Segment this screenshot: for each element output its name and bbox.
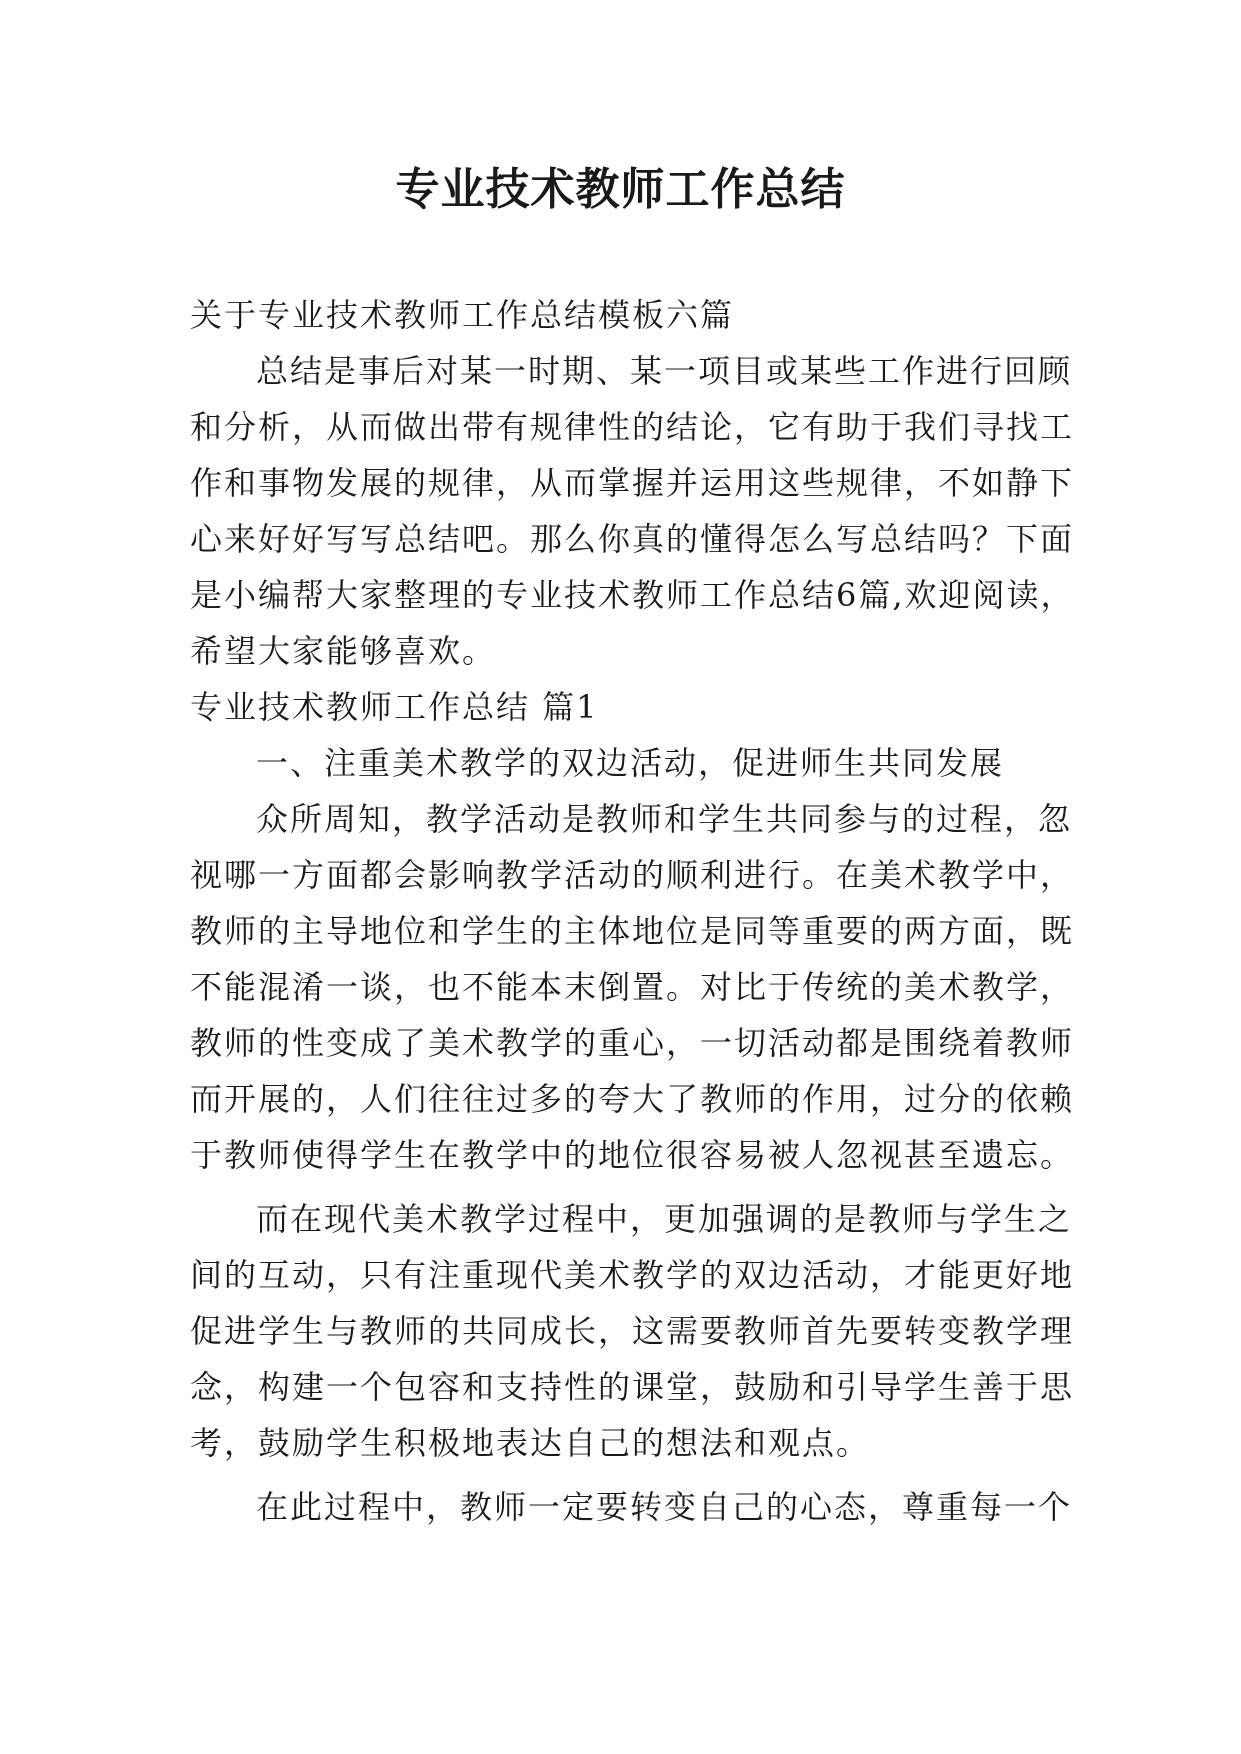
paragraph-line: 众所周知，教学活动是教师和学生共同参与的过程，忽 <box>256 800 1073 838</box>
subtitle-line: 关于专业技术教师工作总结模板六篇 <box>190 296 735 334</box>
paragraph-line: 作和事物发展的规律，从而掌握并运用这些规律，不如静下 <box>190 464 1075 502</box>
paragraph-line: 希望大家能够喜欢。 <box>190 632 497 670</box>
paragraph-line: 促进学生与教师的共同成长，这需要教师首先要转变教学理 <box>190 1312 1075 1350</box>
document-title: 专业技术教师工作总结 <box>395 164 846 215</box>
paragraph-line: 总结是事后对某一时期、某一项目或某些工作进行回顾 <box>256 352 1073 390</box>
paragraph-line: 于教师使得学生在教学中的地位很容易被人忽视甚至遗忘。 <box>190 1136 1075 1174</box>
paragraph-line: 而在现代美术教学过程中，更加强调的是教师与学生之 <box>256 1200 1073 1238</box>
paragraph-line: 不能混淆一谈，也不能本末倒置。对比于传统的美术教学， <box>190 968 1075 1006</box>
paragraph-line: 教师的性变成了美术教学的重心，一切活动都是围绕着教师 <box>190 1024 1075 1062</box>
paragraph-line: 在此过程中，教师一定要转变自己的心态，尊重每一个 <box>256 1488 1073 1526</box>
paragraph-line: 视哪一方面都会影响教学活动的顺利进行。在美术教学中， <box>190 856 1075 894</box>
section-heading: 专业技术教师工作总结 篇1 <box>190 688 599 726</box>
document-body <box>190 287 1075 1535</box>
paragraph-line: 教师的主导地位和学生的主体地位是同等重要的两方面，既 <box>190 912 1075 950</box>
paragraph-line: 而开展的，人们往往过多的夸大了教师的作用，过分的依赖 <box>190 1080 1075 1118</box>
subheading-line: 一、注重美术教学的双边活动，促进师生共同发展 <box>256 744 1005 782</box>
paragraph-line: 念，构建一个包容和支持性的课堂，鼓励和引导学生善于思 <box>190 1368 1075 1406</box>
paragraph-line: 和分析，从而做出带有规律性的结论，它有助于我们寻找工 <box>190 408 1075 446</box>
paragraph-line: 间的互动，只有注重现代美术教学的双边活动，才能更好地 <box>190 1256 1075 1294</box>
paragraph-line: 是小编帮大家整理的专业技术教师工作总结6篇,欢迎阅读， <box>190 576 1075 614</box>
paragraph-line: 考，鼓励学生积极地表达自己的想法和观点。 <box>190 1424 871 1462</box>
paragraph-line: 心来好好写写总结吧。那么你真的懂得怎么写总结吗？下面 <box>190 520 1075 558</box>
